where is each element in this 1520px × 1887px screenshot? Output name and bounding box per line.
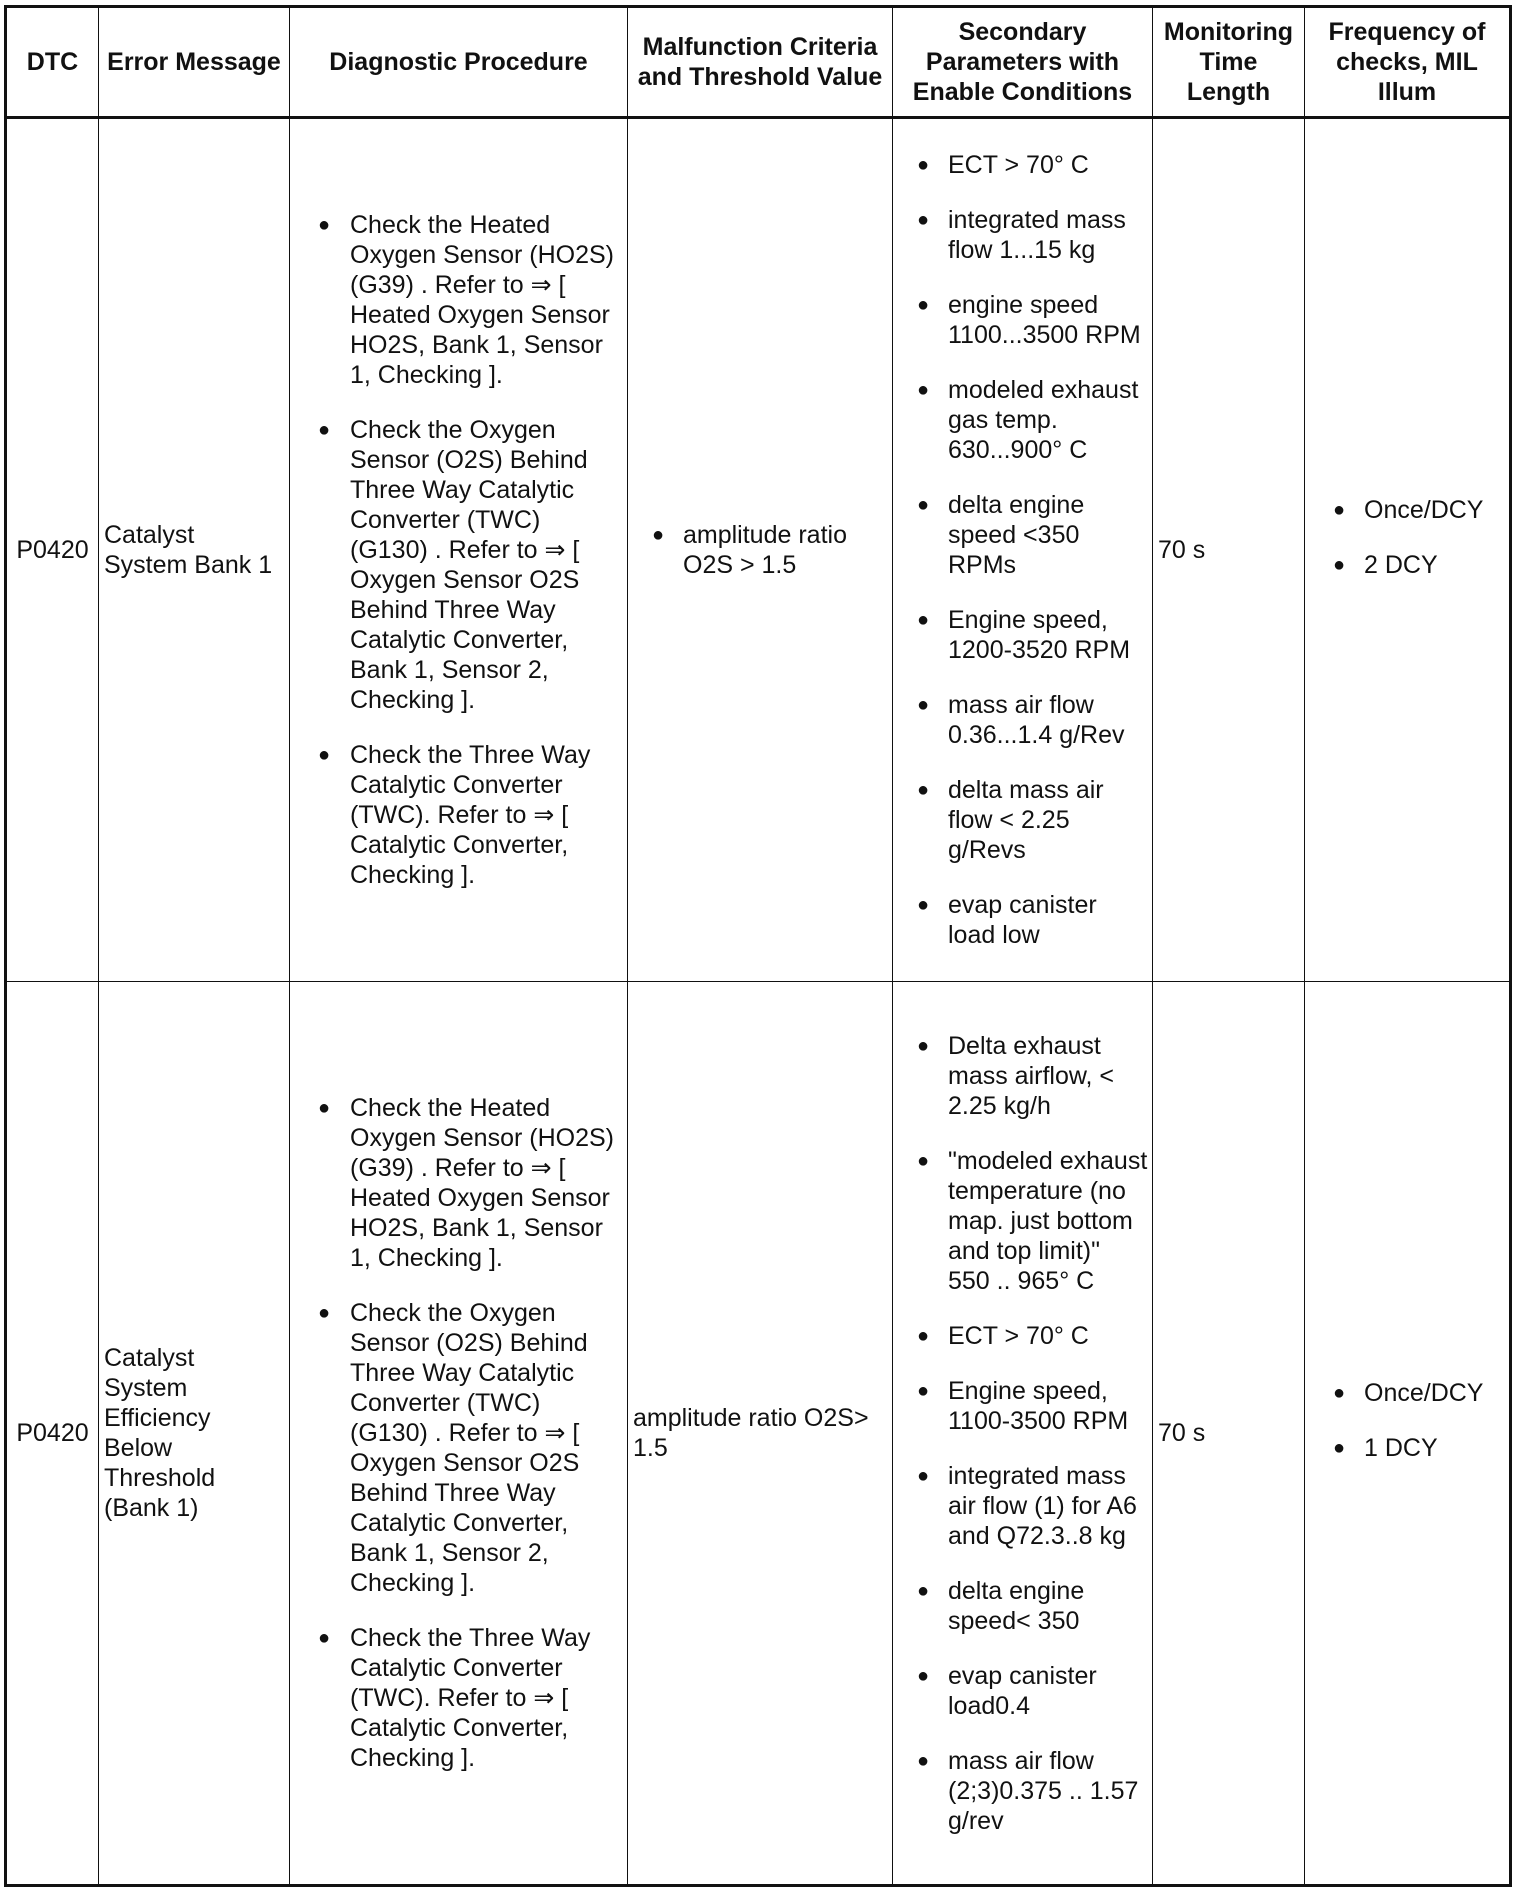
secondary-list bbox=[898, 1031, 1148, 1836]
frequency bbox=[1305, 118, 1511, 982]
dtc-code: P0420 bbox=[6, 118, 99, 982]
secondary-item: ● mass air flow (2;3)0.375 .. 1.57 g/rev bbox=[898, 1746, 1148, 1836]
secondary-item: ● delta engine speed< 350 bbox=[898, 1576, 1148, 1636]
header-frequency: Frequency of checks, MIL Illum bbox=[1305, 7, 1511, 118]
secondary-list bbox=[898, 150, 1148, 950]
malfunction-list bbox=[633, 520, 887, 580]
frequency bbox=[1305, 982, 1511, 1886]
procedure-step: ● Check the Three Way Catalytic Converter (TWC). Refer to ⇒ [ Catalytic Converter, Checking ]. bbox=[295, 1623, 623, 1773]
malfunction-item: ● amplitude ratio O2S > 1.5 bbox=[633, 520, 887, 580]
secondary-item: ● evap canister load low bbox=[898, 890, 1148, 950]
secondary-parameters bbox=[893, 982, 1153, 1886]
secondary-item: ● integrated mass air flow (1) for A6 and Q72.3..8 kg bbox=[898, 1461, 1148, 1551]
malfunction-criteria: amplitude ratio O2S> 1.5 bbox=[628, 982, 893, 1886]
frequency-item: ● 2 DCY bbox=[1310, 550, 1504, 580]
secondary-item: ● delta mass air flow < 2.25 g/Revs bbox=[898, 775, 1148, 865]
procedure-step: ● Check the Oxygen Sensor (O2S) Behind Three Way Catalytic Converter (TWC) (G130) . Refer to ⇒ [ Oxygen Sensor O2S Behind Three Way Catalytic Converter, Bank 1, Sensor 2, Checking ]. bbox=[295, 415, 623, 715]
frequency-list bbox=[1310, 1378, 1504, 1463]
secondary-item: ● integrated mass flow 1...15 kg bbox=[898, 205, 1148, 265]
dtc-code: P0420 bbox=[6, 982, 99, 1886]
secondary-item: ● "modeled exhaust temperature (no map. just bottom and top limit)" 550 .. 965° C bbox=[898, 1146, 1148, 1296]
error-message: Catalyst System Bank 1 bbox=[99, 118, 290, 982]
procedure-step: ● Check the Oxygen Sensor (O2S) Behind Three Way Catalytic Converter (TWC) (G130) . Refer to ⇒ [ Oxygen Sensor O2S Behind Three Way Catalytic Converter, Bank 1, Sensor 2, Checking ]. bbox=[295, 1298, 623, 1598]
secondary-item: ● engine speed 1100...3500 RPM bbox=[898, 290, 1148, 350]
secondary-item: ● evap canister load0.4 bbox=[898, 1661, 1148, 1721]
diagnostic-procedure bbox=[290, 118, 628, 982]
table-row bbox=[6, 982, 1511, 1886]
frequency-list bbox=[1310, 495, 1504, 580]
header-secondary-parameters: Secondary Parameters with Enable Conditions bbox=[893, 7, 1153, 118]
monitoring-time: 70 s bbox=[1153, 982, 1305, 1886]
diagnostic-procedure bbox=[290, 982, 628, 1886]
secondary-item: ● ECT > 70° C bbox=[898, 1321, 1148, 1351]
procedure-list bbox=[295, 210, 623, 890]
frequency-item: ● Once/DCY bbox=[1310, 1378, 1504, 1408]
header-error-message: Error Message bbox=[99, 7, 290, 118]
header-malfunction-criteria: Malfunction Criteria and Threshold Value bbox=[628, 7, 893, 118]
secondary-item: ● Engine speed, 1100-3500 RPM bbox=[898, 1376, 1148, 1436]
error-message: Catalyst System Efficiency Below Threshold (Bank 1) bbox=[99, 982, 290, 1886]
secondary-item: ● Delta exhaust mass airflow, < 2.25 kg/h bbox=[898, 1031, 1148, 1121]
dtc-table bbox=[4, 5, 1512, 1887]
secondary-item: ● ECT > 70° C bbox=[898, 150, 1148, 180]
secondary-parameters bbox=[893, 118, 1153, 982]
malfunction-criteria bbox=[628, 118, 893, 982]
secondary-item: ● mass air flow 0.36...1.4 g/Rev bbox=[898, 690, 1148, 750]
procedure-list bbox=[295, 1093, 623, 1773]
frequency-item: ● 1 DCY bbox=[1310, 1433, 1504, 1463]
procedure-step: ● Check the Heated Oxygen Sensor (HO2S) (G39) . Refer to ⇒ [ Heated Oxygen Sensor HO2S, Bank 1, Sensor 1, Checking ]. bbox=[295, 210, 623, 390]
header-row bbox=[6, 7, 1511, 118]
secondary-item: ● delta engine speed <350 RPMs bbox=[898, 490, 1148, 580]
procedure-step: ● Check the Heated Oxygen Sensor (HO2S) (G39) . Refer to ⇒ [ Heated Oxygen Sensor HO2S, Bank 1, Sensor 1, Checking ]. bbox=[295, 1093, 623, 1273]
table-row bbox=[6, 118, 1511, 982]
procedure-step: ● Check the Three Way Catalytic Converter (TWC). Refer to ⇒ [ Catalytic Converter, Checking ]. bbox=[295, 740, 623, 890]
header-monitoring-time: Monitoring Time Length bbox=[1153, 7, 1305, 118]
header-dtc: DTC bbox=[6, 7, 99, 118]
header-diagnostic-procedure: Diagnostic Procedure bbox=[290, 7, 628, 118]
secondary-item: ● Engine speed, 1200-3520 RPM bbox=[898, 605, 1148, 665]
frequency-item: ● Once/DCY bbox=[1310, 495, 1504, 525]
secondary-item: ● modeled exhaust gas temp. 630...900° C bbox=[898, 375, 1148, 465]
monitoring-time: 70 s bbox=[1153, 118, 1305, 982]
